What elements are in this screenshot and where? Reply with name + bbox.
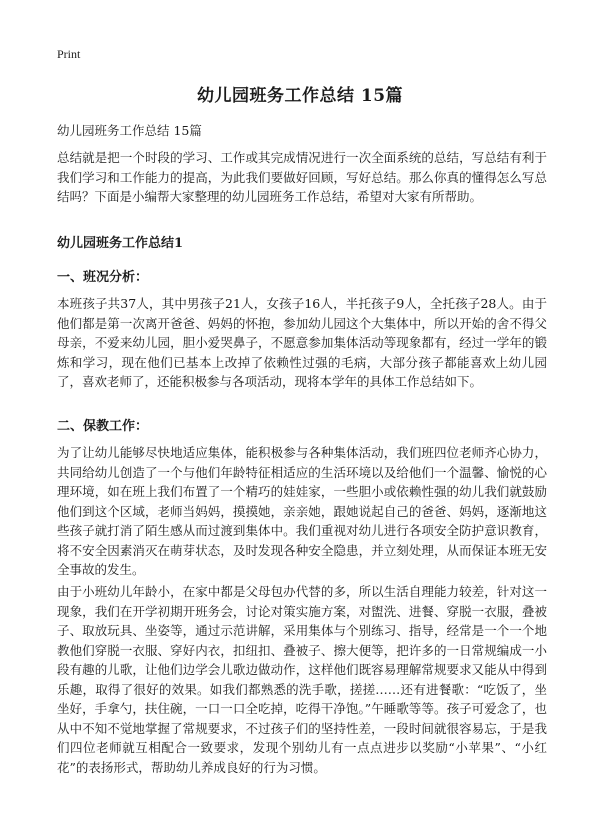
intro-paragraph: 总结就是把一个时段的学习、工作或其完成情况进行一次全面系统的总结，写总结有利于我们学习和工作能力的提高，为此我们要做好回顾，写好总结。那么你真的懂得怎么写总结吗？下面是小编帮大家整理的幼儿园班务工作总结，希望对大家有所帮助。: [57, 150, 547, 204]
section-title: 幼儿园班务工作总结1: [57, 236, 184, 251]
print-link[interactable]: Print: [57, 47, 81, 61]
page-title: 幼儿园班务工作总结 15篇: [196, 86, 404, 106]
class-analysis-paragraph: 本班孩子共37人，其中男孩子21人，女孩子16人，半托孩子9人，全托孩子28人。由于他们都是第一次离开爸爸、妈妈的怀抱，参加幼儿园这个大集体中，所以开始的舍不得父母亲，不爱来幼儿园，胆小爱哭鼻子，不愿意参加集体活动等现象都有，经过一学年的锻炼和学习，现在他们已基本上改掉了依赖性过强的毛病，大部分孩子都能喜欢上幼儿园了，喜欢老师了，还能积极参与各项活动，现将本学年的具体工作总结如下。: [57, 296, 547, 389]
document-subtitle: 幼儿园班务工作总结 15篇: [57, 123, 202, 138]
care-education-heading: 二、保教工作：: [57, 419, 149, 434]
class-analysis-heading: 一、班况分析：: [57, 270, 149, 285]
care-education-paragraph-2: 由于小班幼儿年龄小，在家中都是父母包办代替的多，所以生活自理能力较差，针对这一现象，我们在开学初期开班务会，讨论对策实施方案，对盥洗、进餐、穿脱一衣服，叠被子、取放玩具、坐姿等，通过示范讲解，采用集体与个别练习、指导，经常是一个一个地教他们穿脱一衣服、穿好内衣，扣纽扣、叠被子、擦大便等，把许多的一日常规编成一小段有趣的儿歌，让他们边学会儿歌边做动作，这样他们既容易理解常规要求又能从中得到乐趣，取得了很好的效果。如我们都熟悉的洗手歌，搓搓……还有进餐歌：“吃饭了，坐坐好，手拿勺，扶住碗，一口一口全吃掉，吃得干净饱。”午睡歌等等。孩子可爱念了，也从中不知不觉地掌握了常规要求，不过孩子们的坚持性差，一段时间就很容易忘，于是我们四位老师就互相配合一致要求，发现个别幼儿有一点点进步以奖励“小苹果”、“小红花”的表扬形式，帮助幼儿养成良好的行为习惯。: [57, 584, 547, 775]
care-education-paragraph-1: 为了让幼儿能够尽快地适应集体，能积极参与各种集体活动，我们班四位老师齐心协力，共同给幼儿创造了一个与他们年龄特征相适应的生活环境以及给他们一个温馨、愉悦的心理环境，如在班上我们布置了一个精巧的娃娃家，一些胆小或依赖性强的幼儿我们就鼓励他们到这个区域，老师当妈妈，摸摸她，亲亲她，跟她说起自己的爸爸、妈妈，逐渐地这些孩子就打消了陌生感从而过渡到集体中。我们重视对幼儿进行各项安全防护意识教育，将不安全因素消灭在萌芽状态，及时发现各种安全隐患，并立刻处理，从而保证本班无安全事故的发生。: [57, 445, 547, 577]
